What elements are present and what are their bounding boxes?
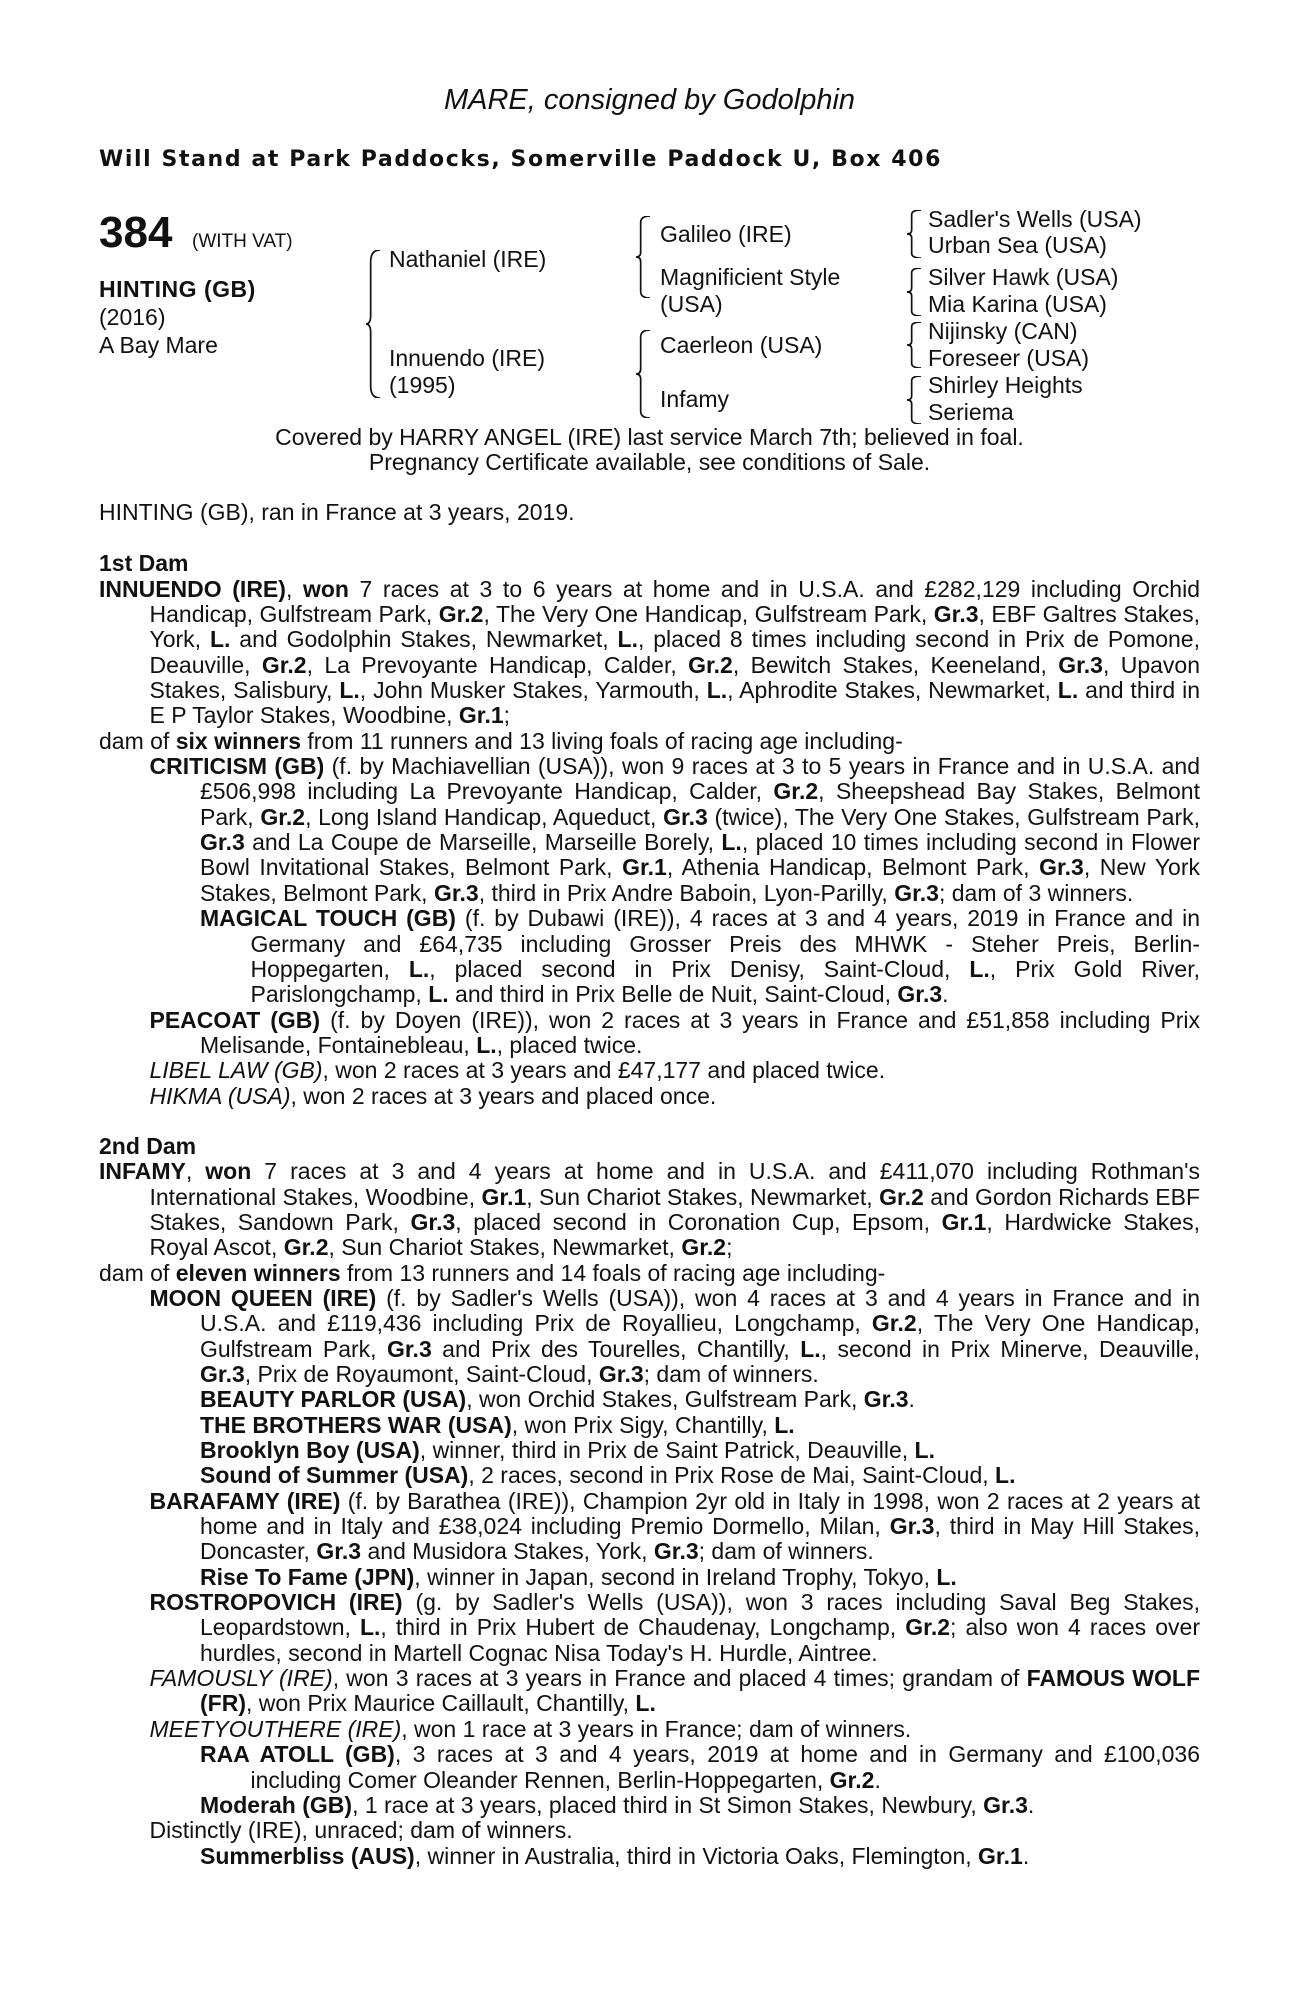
pedigree-brace — [366, 250, 380, 398]
entry-text: , Aphrodite Stakes, Newmarket, — [727, 677, 1058, 704]
covered-note: Covered by HARRY ANGEL (IRE) last service March 7th; believed in foal. — [275, 424, 1024, 450]
entry-text: , Sun Chariot Stakes, Newmarket, — [328, 1234, 682, 1261]
pedigree-grandparent: Shirley Heights — [928, 372, 1083, 398]
entry-emphasis: Gr.2 — [261, 651, 307, 678]
entry-emphasis: THE BROTHERS WAR (USA) — [200, 1411, 512, 1438]
entry-text: , 2 races, second in Prix Rose de Mai, Saint-Cloud, — [468, 1462, 996, 1489]
entry-text: , won Prix Sigy, Chantilly, — [511, 1411, 775, 1438]
entry-text: , won 2 races at 3 years and £47,177 and placed twice. — [322, 1057, 886, 1084]
entry-text: 7 races at 3 to 6 years at home and in U.S.A. and £282,129 including Orchid Handicap, Gulfstream Park, — [149, 575, 1200, 628]
entry-text: 7 races at 3 and 4 years at home and in U.S.A. and £411,070 including Rothman's International Stakes, Woodbine, — [149, 1158, 1200, 1210]
entry-text: dam of — [99, 727, 176, 754]
entry-text: , placed twice. — [496, 1031, 643, 1058]
entry-emphasis: Gr.3 — [1039, 854, 1084, 881]
entry-emphasis: L. — [209, 626, 231, 653]
entry-emphasis: L. — [339, 677, 360, 704]
entry-emphasis: L. — [774, 1411, 795, 1438]
entry-text: , — [185, 1158, 206, 1185]
entry-text: , Long Island Handicap, Aqueduct, — [305, 803, 664, 830]
entry-text: , Prix de Royaumont, Saint-Cloud, — [244, 1361, 599, 1387]
entry-emphasis: Gr.2 — [773, 778, 819, 805]
pedigree-grandparent: Sadler's Wells (USA) — [928, 206, 1142, 232]
pedigree-entry — [99, 1261, 1200, 1286]
entry-emphasis: Gr.3 — [598, 1361, 644, 1387]
entry-emphasis: BARAFAMY (IRE) — [149, 1487, 341, 1514]
entry-text: , Sheepshead Bay Stakes, Belmont Park, — [200, 778, 1200, 830]
pedigree-sire-dam-country: (USA) — [660, 291, 723, 317]
pedigree-sire: Nathaniel (IRE) — [389, 246, 547, 272]
horse-description: A Bay Mare — [99, 332, 218, 358]
first-dam-heading: 1st Dam — [99, 550, 189, 577]
pedigree-entry — [99, 1008, 1200, 1059]
entry-emphasis: RAA ATOLL (GB) — [200, 1741, 395, 1768]
entry-text: , third in Prix Andre Baboin, Lyon-Parilly, — [478, 879, 895, 906]
pedigree-entry — [99, 1590, 1200, 1666]
pedigree-entry — [99, 1387, 1200, 1412]
entry-emphasis: Gr.3 — [433, 879, 479, 906]
entry-text: , won 1 race at 3 years in France; dam of winners. — [401, 1715, 912, 1742]
entry-emphasis: CRITICISM (GB) — [149, 753, 325, 780]
first-dam-section — [99, 577, 1200, 1109]
catalogue-body — [99, 500, 1200, 1869]
entry-emphasis: PEACOAT (GB) — [149, 1006, 321, 1033]
pedigree-entry — [99, 1717, 1200, 1742]
horse-year: (2016) — [99, 304, 166, 330]
entry-emphasis: Gr.3 — [863, 1386, 909, 1413]
entry-text: , — [285, 575, 303, 602]
entry-text: ; — [503, 702, 511, 729]
entry-emphasis: Summerbliss (AUS) — [200, 1842, 415, 1869]
entry-emphasis: L. — [800, 1335, 821, 1362]
entry-text: . — [942, 981, 949, 1008]
entry-text: . — [874, 1766, 881, 1793]
entry-emphasis: L. — [428, 981, 449, 1008]
entry-emphasis: INFAMY — [99, 1158, 186, 1185]
entry-text: , EBF Galtres Stakes, York, — [149, 601, 1200, 653]
entry-text: . — [1027, 1791, 1035, 1818]
pedigree-entry — [99, 754, 1200, 906]
entry-emphasis: FAMOUS WOLF (FR) — [200, 1665, 1200, 1717]
pregnancy-note: Pregnancy Certificate available, see conditions of Sale. — [368, 449, 931, 475]
entry-text: Distinctly (IRE), unraced; dam of winners. — [149, 1817, 573, 1844]
entry-emphasis: L. — [706, 677, 728, 704]
entry-text: and third in E P Taylor Stakes, Woodbine, — [149, 677, 1200, 729]
pedigree-entry — [99, 1084, 1200, 1109]
entry-emphasis: Gr.3 — [316, 1538, 362, 1565]
entry-text: ; dam of winners. — [698, 1538, 874, 1565]
entry-text: . — [908, 1386, 915, 1413]
entry-text: , third in May Hill Stakes, Doncaster, — [200, 1513, 1200, 1565]
pedigree-entry — [99, 1159, 1200, 1260]
stand-location: Will Stand at Park Paddocks, Somerville Paddock U, Box 406 — [99, 147, 942, 172]
entry-emphasis: Gr.1 — [622, 854, 667, 881]
entry-emphasis: Sound of Summer (USA) — [200, 1462, 469, 1489]
entry-emphasis: Gr.1 — [458, 702, 504, 729]
entry-text: (f. by Sadler's Wells (USA)), won 4 races at 3 and 4 years in France and in U.S.A. and £119,436 including Prix de Royallieu, Longchamp, — [200, 1284, 1200, 1337]
entry-text: ; — [726, 1234, 733, 1261]
entry-emphasis: Gr.2 — [871, 1310, 917, 1337]
entry-emphasis: Gr.3 — [1058, 651, 1103, 678]
entry-emphasis: L. — [721, 829, 742, 856]
entry-emphasis: Gr.3 — [983, 1791, 1028, 1818]
pedigree-entry — [99, 1438, 1200, 1463]
entry-emphasis: Gr.3 — [894, 879, 939, 906]
entry-text: (f. by Dubawi (IRE)), 4 races at 3 and 4 years, 2019 in France and in Germany and £64,735 including Grosser Preis des MHWK - Steher Preis, Berlin-Hoppegarten, — [250, 905, 1200, 982]
entry-emphasis: L. — [617, 626, 638, 653]
pedigree-grandparent: Nijinsky (CAN) — [928, 318, 1078, 344]
pedigree-dam: Innuendo (IRE) — [389, 345, 545, 371]
entry-text: , Upavon Stakes, Salisbury, — [149, 651, 1200, 704]
entry-emphasis: BEAUTY PARLOR (USA) — [200, 1386, 467, 1413]
pedigree-entry — [99, 1413, 1200, 1438]
pedigree-entry — [99, 1058, 1200, 1083]
horse-name: HINTING (GB) — [99, 276, 256, 302]
pedigree-brace — [636, 216, 650, 298]
entry-emphasis: Gr.3 — [410, 1208, 456, 1235]
entry-emphasis: Gr.2 — [879, 1183, 924, 1210]
entry-emphasis: Gr.1 — [978, 1842, 1023, 1869]
entry-text: (f. by Barathea (IRE)), Champion 2yr old in Italy in 1998, won 2 races at 2 years at home and in Italy and £38,024 including Premio Dormello, Milan, — [200, 1487, 1200, 1540]
entry-emphasis: MEETYOUTHERE (IRE) — [149, 1715, 402, 1742]
entry-text: , Bewitch Stakes, Keeneland, — [732, 651, 1059, 678]
entry-emphasis: L. — [995, 1462, 1016, 1489]
pedigree-entry — [99, 1742, 1200, 1793]
entry-emphasis: Gr.2 — [438, 601, 484, 628]
entry-emphasis: Brooklyn Boy (USA) — [200, 1437, 420, 1464]
pedigree-entry — [99, 577, 1200, 729]
entry-text: , 1 race at 3 years, placed third in St Simon Stakes, Newbury, — [352, 1791, 984, 1818]
entry-text: (g. by Sadler's Wells (USA)), won 3 races including Saval Beg Stakes, Leopardstown, — [200, 1589, 1201, 1641]
entry-text: , placed 10 times including second in Flower Bowl Invitational Stakes, Belmont Park, — [200, 829, 1201, 881]
entry-emphasis: Rise To Fame (JPN) — [200, 1563, 415, 1590]
entry-emphasis: HIKMA (USA) — [149, 1082, 291, 1109]
pedigree-dam-sire: Caerleon (USA) — [660, 332, 823, 358]
pedigree-grandparent: Urban Sea (USA) — [928, 232, 1107, 258]
pedigree-entry — [99, 1286, 1200, 1387]
entry-emphasis: Gr.1 — [481, 1183, 527, 1210]
entry-emphasis: won — [205, 1158, 252, 1185]
entry-emphasis: Gr.2 — [688, 651, 733, 678]
entry-emphasis: Gr.2 — [681, 1234, 727, 1261]
entry-text: , New York Stakes, Belmont Park, — [200, 854, 1201, 906]
pedigree-brace — [907, 376, 921, 424]
entry-emphasis: MOON QUEEN (IRE) — [149, 1284, 377, 1311]
pedigree-entry — [99, 1818, 1200, 1843]
entry-text: , La Prevoyante Handicap, Calder, — [306, 651, 689, 678]
entry-text: and Gordon Richards EBF Stakes, Sandown Park, — [149, 1183, 1200, 1235]
entry-text: , The Very One Handicap, Gulfstream Park, — [483, 601, 934, 628]
entry-text: ; dam of winners. — [643, 1361, 819, 1387]
entry-emphasis: eleven winners — [175, 1259, 341, 1286]
pedigree-brace — [907, 268, 921, 316]
pedigree-grandparent: Mia Karina (USA) — [928, 291, 1107, 317]
pedigree-entry — [99, 1565, 1200, 1590]
entry-text: , Hardwicke Stakes, Royal Ascot, — [149, 1208, 1200, 1261]
entry-text: , won Prix Maurice Caillault, Chantilly, — [245, 1690, 636, 1717]
entry-text: , placed 8 times including second in Prix de Pomone, Deauville, — [149, 626, 1200, 678]
entry-text: , winner, third in Prix de Saint Patrick, Deauville, — [419, 1437, 915, 1464]
entry-text: , won Orchid Stakes, Gulfstream Park, — [466, 1386, 864, 1413]
pedigree-brace — [907, 322, 921, 368]
entry-emphasis: won — [302, 575, 349, 602]
entry-text: (f. by Machiavellian (USA)), won 9 races at 3 to 5 years in France and in U.S.A. and £506,998 including La Prevoyante Handicap, Calder, — [200, 753, 1200, 805]
vat-note: (WITH VAT) — [192, 231, 293, 252]
pedigree-entry — [99, 1666, 1200, 1717]
lot-number: 384 — [99, 208, 173, 257]
pedigree-sire-dam: Magnificient Style — [660, 264, 841, 290]
entry-text: , Athenia Handicap, Belmont Park, — [666, 854, 1040, 881]
entry-text: and Musidora Stakes, York, — [361, 1538, 654, 1565]
entry-text: (twice), The Very One Stakes, Gulfstream Park, — [707, 803, 1200, 830]
entry-emphasis: Gr.3 — [933, 601, 979, 628]
second-dam-heading: 2nd Dam — [99, 1132, 197, 1159]
entry-emphasis: L. — [476, 1031, 497, 1058]
pedigree-entry — [99, 1844, 1200, 1869]
entry-emphasis: Gr.3 — [200, 829, 245, 856]
second-dam-section — [99, 1159, 1200, 1869]
entry-text: from 13 runners and 14 foals of racing age including- — [340, 1259, 886, 1286]
pedigree-brace — [907, 210, 921, 258]
entry-emphasis: L. — [914, 1437, 935, 1464]
entry-text: , won 2 races at 3 years and placed once. — [290, 1082, 717, 1109]
entry-emphasis: L. — [635, 1690, 656, 1717]
entry-text: ; dam of 3 winners. — [938, 879, 1134, 906]
entry-text: , third in Prix Hubert de Chaudenay, Longchamp, — [380, 1614, 906, 1641]
entry-emphasis: Gr.3 — [653, 1538, 699, 1565]
entry-emphasis: MAGICAL TOUCH (GB) — [200, 905, 456, 932]
entry-emphasis: Gr.3 — [200, 1361, 245, 1387]
pedigree-entry — [99, 1463, 1200, 1488]
pedigree-grandparent: Foreseer (USA) — [928, 345, 1090, 371]
entry-text: and La Coupe de Marseille, Marseille Borely, — [244, 829, 722, 856]
entry-text: , Prix Gold River, Parislongchamp, — [250, 955, 1200, 1008]
entry-emphasis: L. — [969, 955, 990, 982]
entry-emphasis: INNUENDO (IRE) — [99, 575, 286, 602]
pedigree-dam-dam: Infamy — [660, 386, 730, 412]
entry-text: , second in Prix Minerve, Deauville, — [820, 1335, 1200, 1362]
entry-emphasis: Moderah (GB) — [200, 1791, 353, 1818]
entry-emphasis: Gr.2 — [829, 1766, 875, 1793]
entry-text: and Godolphin Stakes, Newmarket, — [230, 626, 618, 653]
entry-emphasis: Gr.3 — [897, 981, 943, 1008]
pedigree-entry — [99, 1489, 1200, 1565]
pedigree-dam-year: (1995) — [389, 372, 456, 398]
entry-emphasis: L. — [936, 1563, 957, 1590]
entry-emphasis: Gr.3 — [663, 803, 708, 830]
entry-emphasis: Gr.1 — [941, 1208, 987, 1235]
entry-emphasis: Gr.2 — [260, 803, 306, 830]
entry-text: dam of — [99, 1259, 176, 1286]
entry-text: , winner in Australia, third in Victoria Oaks, Flemington, — [414, 1842, 979, 1869]
pedigree-entry — [99, 906, 1200, 1007]
pedigree-grandparent: Seriema — [928, 399, 1014, 425]
entry-text: ; also won 4 races over hurdles, second in Martell Cognac Nisa Today's H. Hurdle, Aintree. — [200, 1614, 1200, 1666]
entry-emphasis: ROSTROPOVICH (IRE) — [149, 1589, 403, 1616]
pedigree-sire-sire: Galileo (IRE) — [660, 221, 792, 247]
entry-emphasis: Gr.2 — [905, 1614, 951, 1641]
entry-emphasis: FAMOUSLY (IRE) — [149, 1665, 333, 1692]
entry-emphasis: L. — [359, 1614, 381, 1641]
entry-text: . — [1022, 1842, 1030, 1869]
entry-text: , winner in Japan, second in Ireland Trophy, Tokyo, — [414, 1563, 937, 1590]
entry-text: , John Musker Stakes, Yarmouth, — [359, 677, 707, 704]
pedigree-grandparent: Silver Hawk (USA) — [928, 264, 1119, 290]
entry-text: , placed second in Prix Denisy, Saint-Cloud, — [429, 955, 970, 982]
entry-text: , The Very One Handicap, Gulfstream Park, — [200, 1310, 1201, 1362]
entry-emphasis: six winners — [175, 727, 301, 754]
entry-text: and Prix des Tourelles, Chantilly, — [431, 1335, 801, 1362]
entry-text: (f. by Doyen (IRE)), won 2 races at 3 years in France and £51,858 including Prix Melisande, Fontainebleau, — [200, 1006, 1200, 1058]
entry-emphasis: Gr.3 — [889, 1513, 935, 1540]
entry-text: , Sun Chariot Stakes, Newmarket, — [526, 1183, 880, 1210]
catalogue-title: MARE, consigned by Godolphin — [443, 84, 856, 116]
entry-emphasis: L. — [1057, 677, 1079, 704]
pedigree-brace — [636, 330, 650, 418]
entry-text: from 11 runners and 13 living foals of racing age including- — [301, 727, 903, 754]
entry-text: , won 3 races at 3 years in France and placed 4 times; grandam of — [332, 1665, 1027, 1692]
entry-emphasis: LIBEL LAW (GB) — [149, 1057, 323, 1084]
entry-emphasis: Gr.3 — [386, 1335, 432, 1362]
pedigree-entry — [99, 729, 1200, 754]
pedigree-entry — [99, 1793, 1200, 1818]
entry-text: , placed second in Coronation Cup, Epsom, — [455, 1208, 942, 1235]
entry-text: , 3 races at 3 and 4 years, 2019 at home and in Germany and £100,036 including Comer Oleander Rennen, Berlin-Hoppegarten, — [250, 1741, 1200, 1793]
entry-emphasis: L. — [408, 955, 430, 982]
entry-emphasis: Gr.2 — [283, 1234, 329, 1261]
racing-summary: HINTING (GB), ran in France at 3 years, 2019. — [99, 499, 575, 525]
entry-text: and third in Prix Belle de Nuit, Saint-Cloud, — [448, 981, 898, 1008]
